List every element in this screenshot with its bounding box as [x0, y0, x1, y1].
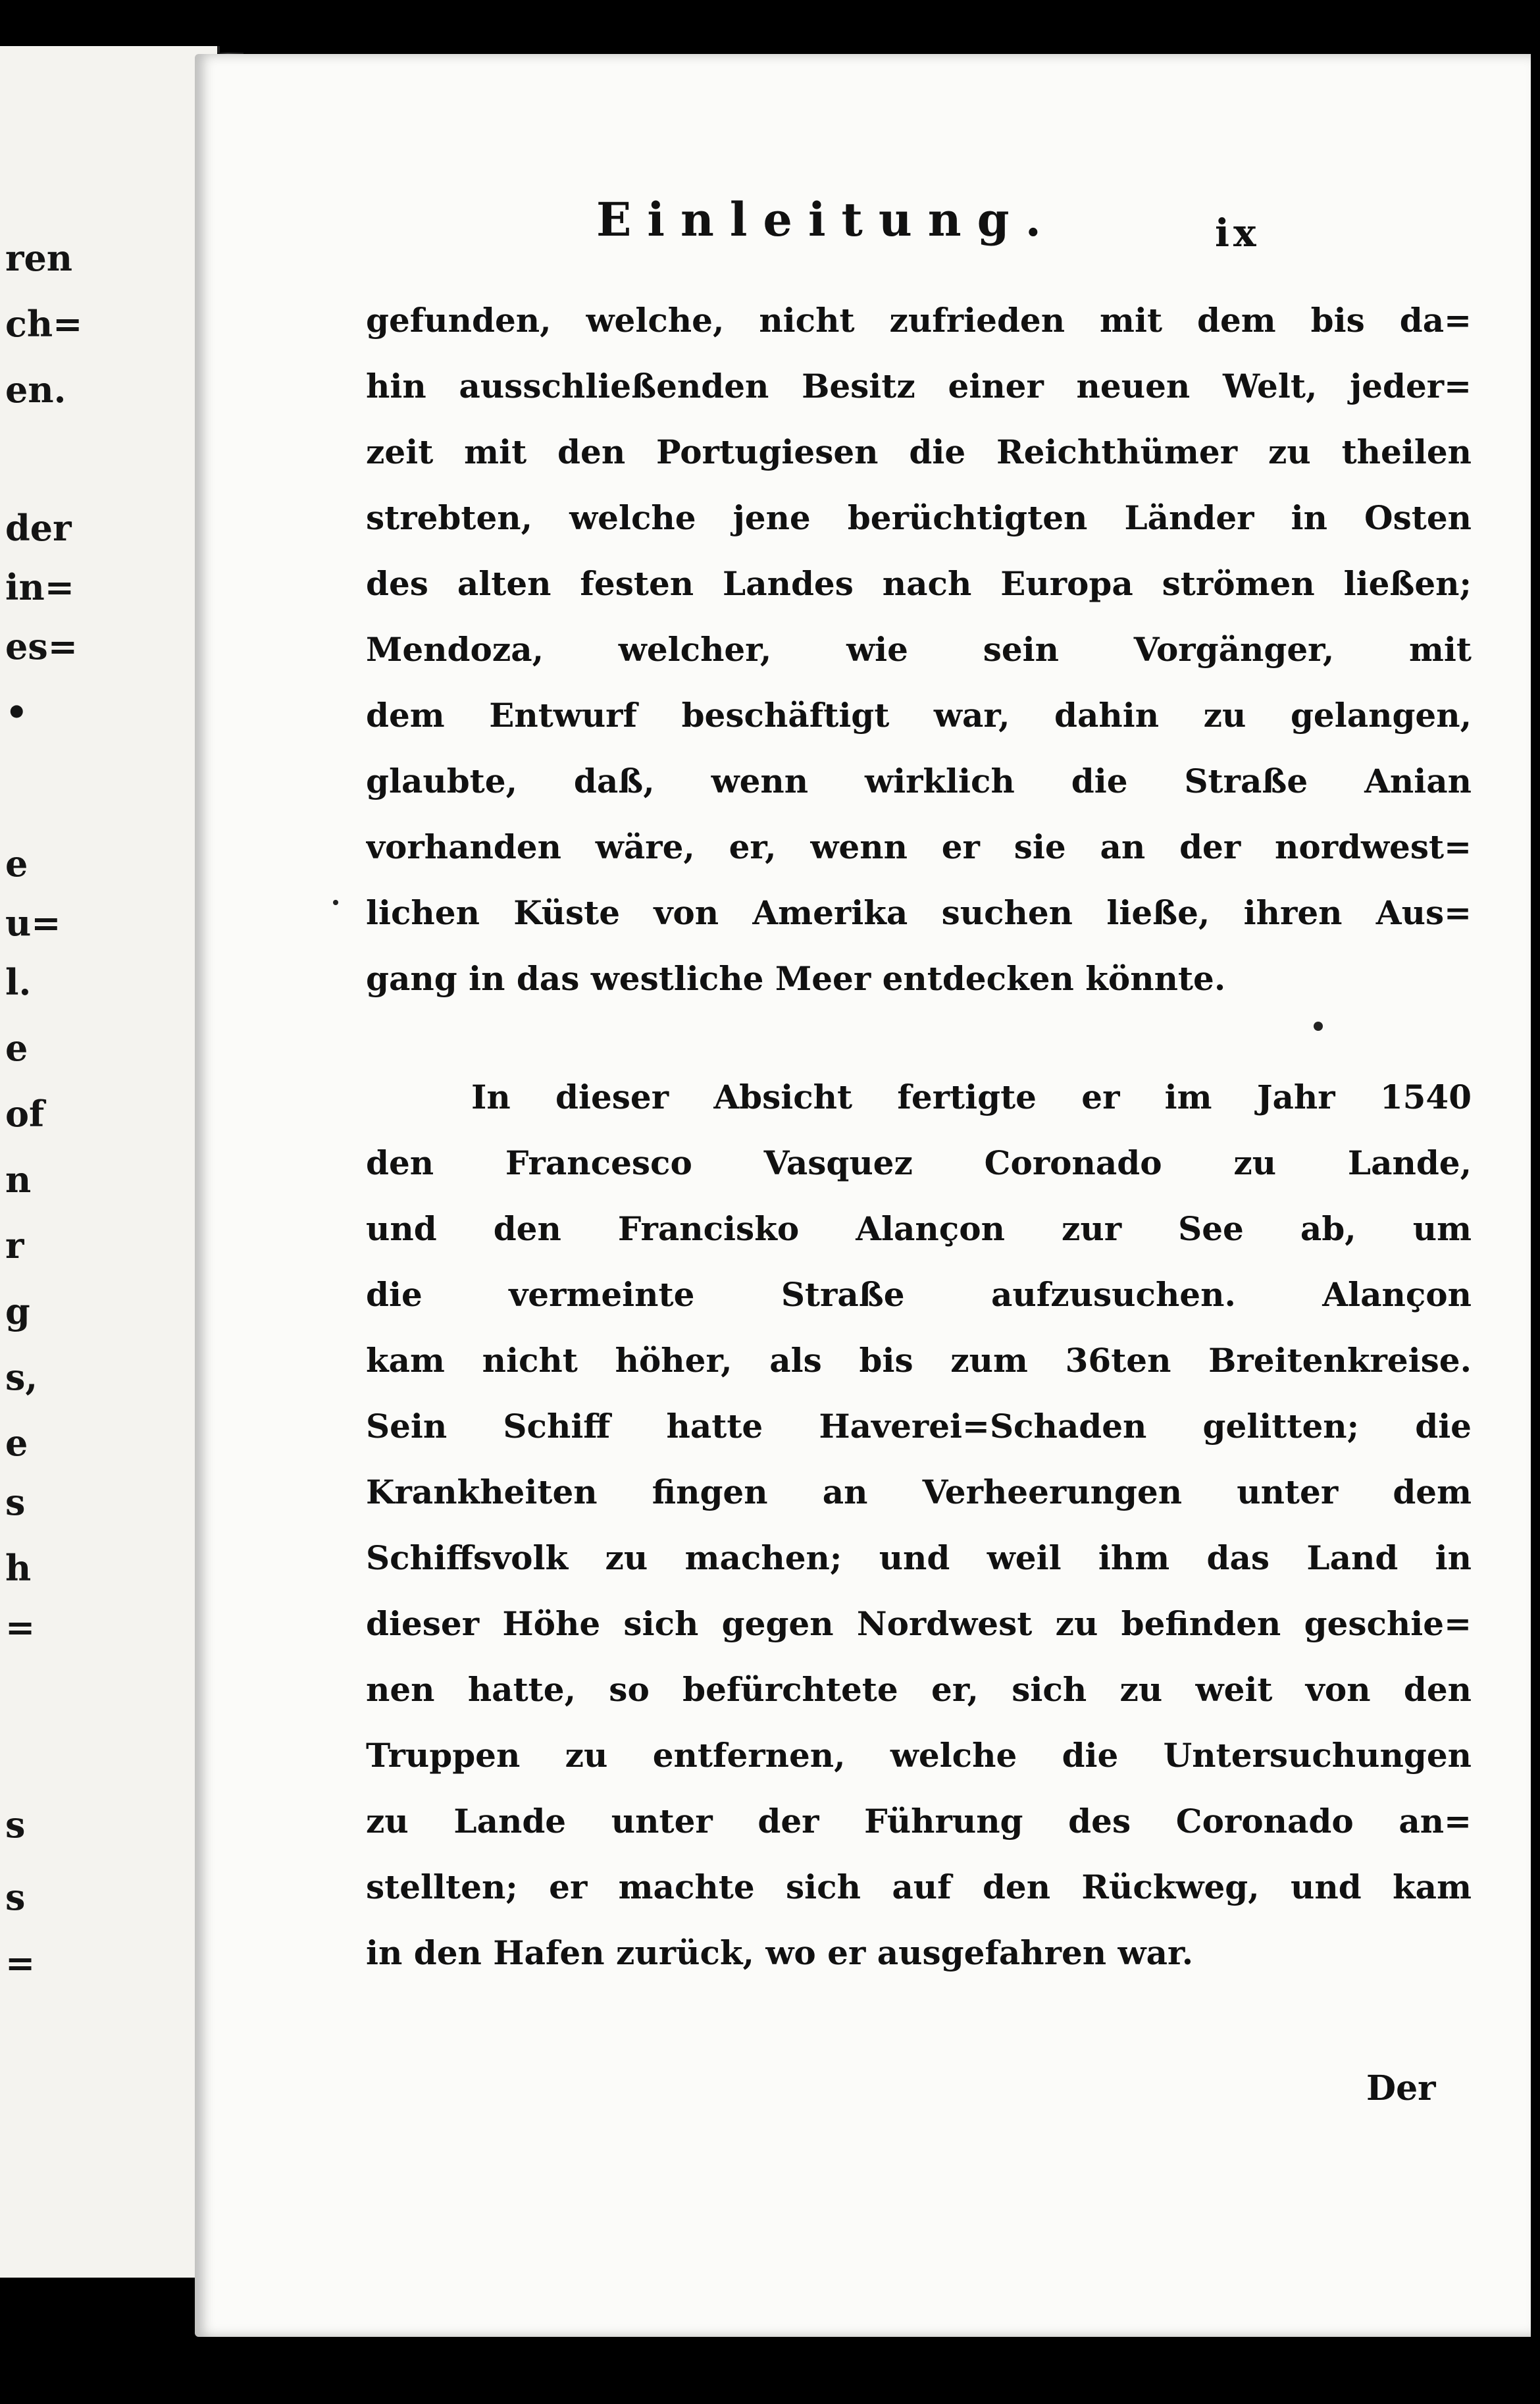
text-line: in den Hafen zurück, wo er ausgefahren war.: [366, 1933, 1194, 1972]
left-page-fragment: r: [5, 1224, 24, 1267]
text-line: gang in das westliche Meer entdecken könnte.: [366, 959, 1226, 998]
left-page-fragment: e: [5, 843, 28, 885]
ink-speck: [1314, 1022, 1323, 1031]
left-page-fragment: e: [5, 1422, 28, 1464]
book-page: [195, 54, 1531, 2337]
left-page-fragment: l.: [5, 961, 32, 1003]
text-line: nen hatte, so befürchtete er, sich zu weit von den: [366, 1670, 1472, 1709]
left-page-fragment: e: [5, 1027, 28, 1069]
text-line: die vermeinte Straße aufzusuchen. Alançon: [366, 1275, 1472, 1314]
left-page-fragment: •: [5, 691, 28, 733]
left-page-fragment: s: [5, 1481, 26, 1523]
left-page-fragment: s: [5, 1876, 26, 1918]
text-line: Mendoza, welcher, wie sein Vorgänger, mit: [366, 630, 1472, 669]
left-page-fragment: en.: [5, 369, 66, 411]
left-page-fragment: der: [5, 507, 72, 549]
left-page-fragment: =: [5, 1606, 36, 1648]
previous-page-edge: [0, 46, 220, 2278]
text-line: Krankheiten fingen an Verheerungen unter dem: [366, 1473, 1472, 1511]
text-line: zeit mit den Portugiesen die Reichthümer zu theilen: [366, 432, 1472, 471]
left-page-fragment: u=: [5, 902, 61, 944]
text-line: und den Francisko Alançon zur See ab, um: [366, 1209, 1472, 1248]
paragraph-2: [366, 1064, 1472, 1986]
left-page-fragment: h: [5, 1547, 32, 1589]
text-line: Sein Schiff hatte Haverei=Schaden gelitten; die: [366, 1407, 1472, 1446]
text-line: zu Lande unter der Führung des Coronado an=: [366, 1802, 1472, 1841]
left-page-fragment: g: [5, 1290, 30, 1332]
left-page-fragment: in=: [5, 566, 75, 608]
body-text: [366, 288, 1472, 1986]
left-page-fragment: s: [5, 1804, 26, 1846]
ink-speck: [333, 900, 338, 905]
left-page-fragment: es=: [5, 625, 78, 667]
left-page-fragment: ch=: [5, 303, 83, 345]
left-page-fragment: of: [5, 1093, 45, 1135]
text-line: vorhanden wäre, er, wenn er sie an der nordwest=: [366, 827, 1472, 866]
left-page-fragment: n: [5, 1159, 32, 1201]
text-line: den Francesco Vasquez Coronado zu Lande,: [366, 1143, 1472, 1182]
text-line: dieser Höhe sich gegen Nordwest zu befinden geschie=: [366, 1604, 1472, 1643]
left-page-fragment: =: [5, 1942, 36, 1984]
catchword: Der: [1366, 2068, 1436, 2108]
text-line: lichen Küste von Amerika suchen ließe, ihren Aus=: [366, 893, 1472, 932]
text-line: Schiffsvolk zu machen; und weil ihm das Land in: [366, 1538, 1472, 1577]
running-title: Einleitung.: [596, 192, 1057, 247]
left-page-fragment: s,: [5, 1356, 38, 1398]
text-line: hin ausschließenden Besitz einer neuen Welt, jeder=: [366, 367, 1472, 405]
text-line: In dieser Absicht fertigte er im Jahr 1540: [471, 1078, 1472, 1116]
text-line: dem Entwurf beschäftigt war, dahin zu gelangen,: [366, 696, 1472, 735]
paragraph-gap: [366, 1012, 1472, 1064]
text-line: kam nicht höher, als bis zum 36ten Breitenkreise.: [366, 1341, 1472, 1380]
text-line: strebten, welche jene berüchtigten Länder in Osten: [366, 498, 1472, 537]
text-line: Truppen zu entfernen, welche die Untersuchungen: [366, 1736, 1472, 1775]
page-number: ix: [1215, 211, 1260, 255]
text-line: des alten festen Landes nach Europa strömen ließen;: [366, 564, 1472, 603]
left-page-fragment: ren: [5, 237, 73, 279]
text-line: glaubte, daß, wenn wirklich die Straße Anian: [366, 762, 1472, 800]
text-line: stellten; er machte sich auf den Rückweg, und kam: [366, 1868, 1472, 1906]
paragraph-1: [366, 288, 1472, 1012]
text-line: gefunden, welche, nicht zufrieden mit dem bis da=: [366, 301, 1472, 340]
